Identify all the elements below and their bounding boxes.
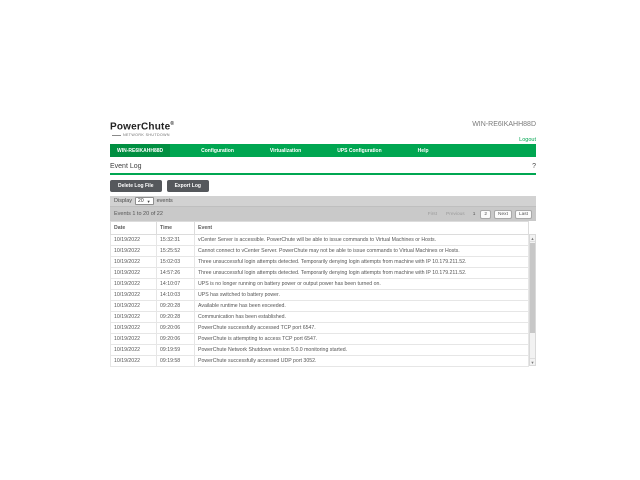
cell-event: Three unsuccessful login attempts detected. Temporarily denying login attempts from machine with IP 10.179.211.52. [195,257,529,268]
delete-log-file-button[interactable]: Delete Log File [110,180,162,192]
hostname-label: WIN-RE6IKAHH88D [472,121,536,128]
cell-event: UPS has switched to battery power. [195,290,529,301]
brand-name [110,121,174,132]
cell-time: 14:57:26 [157,268,195,279]
log-toolbar [110,180,536,192]
cell-event: Communication has been established. [195,312,529,323]
brand-subtitle [112,133,174,137]
table-scrollbar[interactable] [529,234,536,366]
cell-date: 10/19/2022 [111,345,157,356]
cell-time: 09:20:06 [157,323,195,334]
display-label: Display [114,198,133,204]
cell-time: 15:32:31 [157,235,195,246]
cell-event: vCenter Server is accessible. PowerChute will be able to issue commands to Virtual Machines or Hosts. [195,235,529,246]
table-row [111,246,529,257]
registered-mark: ® [170,121,175,127]
table-row [111,279,529,290]
chevron-down-icon: ▼ [146,198,151,204]
top-bar [110,121,536,142]
cell-event: PowerChute is attempting to access TCP port 6547. [195,334,529,345]
help-icon[interactable]: ? [532,163,536,170]
table-row [111,356,529,367]
cell-event: Available runtime has been exceeded. [195,301,529,312]
nav-item-hostname[interactable]: WIN-RE6IKAHH88D [110,144,170,157]
scroll-down-icon[interactable]: ▼ [530,360,535,365]
pager-previous-button[interactable]: Previous [446,211,465,217]
pager-last-button[interactable]: Last [515,210,532,219]
cell-date: 10/19/2022 [111,356,157,367]
cell-date: 10/19/2022 [111,301,157,312]
cell-time: 15:02:03 [157,257,195,268]
table-row [111,290,529,301]
cell-event: Three unsuccessful login attempts detected. Temporarily denying login attempts from machine with IP 10.179.211.52. [195,268,529,279]
table-row [111,257,529,268]
brand-subtitle-line [112,135,121,136]
nav-item-ups-configuration[interactable]: UPS Configuration [337,147,382,154]
table-row [111,301,529,312]
scroll-up-icon[interactable]: ▲ [530,236,535,241]
events-label: events [156,198,173,204]
table-row [111,268,529,279]
cell-time: 09:19:58 [157,356,195,367]
cell-time: 09:20:28 [157,301,195,312]
table-row [111,334,529,345]
cell-time: 09:19:59 [157,345,195,356]
logout-link[interactable]: Logout [519,137,536,143]
page-header [110,163,536,175]
pager-page-2-button[interactable]: 2 [480,210,491,219]
column-header-date: Date [111,222,157,235]
table-header-row [111,222,529,235]
display-count-value: 20 [138,198,144,204]
events-range-summary: Events 1 to 20 of 22 [114,211,163,217]
column-header-event: Event [195,222,529,235]
nav-item-configuration[interactable]: Configuration [201,147,234,154]
cell-time: 09:20:06 [157,334,195,345]
cell-date: 10/19/2022 [111,246,157,257]
cell-event: Cannot connect to vCenter Server. PowerChute may not be able to issue commands to Virtual Machines or Hosts. [195,246,529,257]
page-title: Event Log [110,163,142,170]
session-info [472,121,536,146]
export-log-button[interactable]: Export Log [167,180,209,192]
cell-time: 14:10:07 [157,279,195,290]
brand-subtitle-text: NETWORK SHUTDOWN [123,133,170,138]
event-log-table-container [110,221,536,367]
cell-event: PowerChute successfully accessed UDP port 3052. [195,356,529,367]
cell-time: 15:25:52 [157,246,195,257]
table-row [111,312,529,323]
cell-date: 10/19/2022 [111,268,157,279]
powerchute-app [110,121,536,367]
nav-item-virtualization[interactable]: Virtualization [269,147,302,154]
cell-event: PowerChute successfully accessed TCP port 6547. [195,323,529,334]
cell-date: 10/19/2022 [111,235,157,246]
cell-event: UPS is no longer running on battery power or output power has been turned on. [195,279,529,290]
column-header-time: Time [157,222,195,235]
powerchute-logo [110,121,174,137]
cell-date: 10/19/2022 [111,334,157,345]
cell-date: 10/19/2022 [111,312,157,323]
table-row [111,235,529,246]
cell-event: PowerChute Network Shutdown version 5.0.0 monitoring started. [195,345,529,356]
table-row [111,323,529,334]
cell-date: 10/19/2022 [111,257,157,268]
cell-date: 10/19/2022 [111,290,157,301]
cell-date: 10/19/2022 [111,279,157,290]
scrollbar-thumb[interactable] [530,243,535,333]
cell-time: 09:20:28 [157,312,195,323]
cell-date: 10/19/2022 [111,323,157,334]
brand-text: PowerChute [110,121,171,133]
pager-page-1-current: 1 [472,211,476,217]
event-log-table [110,221,529,367]
nav-item-help[interactable]: Help [417,147,429,154]
pager-first-button[interactable]: First [427,211,438,217]
pager-next-button[interactable]: Next [494,210,512,219]
pager [425,210,532,219]
pagination-bar [110,207,536,221]
cell-time: 14:10:03 [157,290,195,301]
table-row [111,345,529,356]
display-count-bar [110,196,536,207]
display-count-select[interactable] [135,197,154,205]
